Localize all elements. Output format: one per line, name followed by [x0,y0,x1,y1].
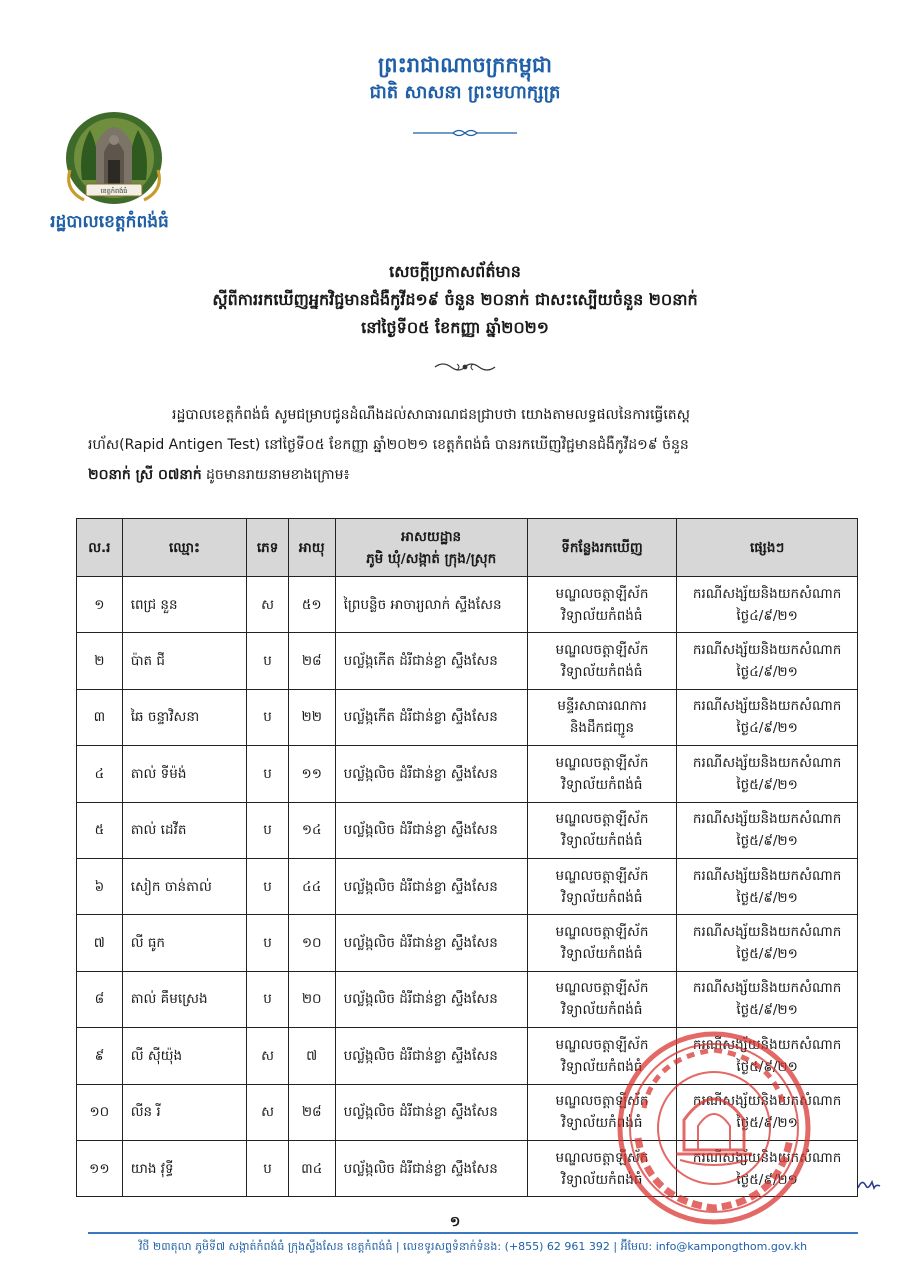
organization-name: រដ្ឋបាលខេត្តកំពង់ធំ [50,212,169,232]
cell-address: បល្ល័ង្កលិច ដំរីជាន់ខ្លា ស្ទឹងសែន [335,858,527,914]
cell-location-line1: មណ្ឌលចត្តាឡីស័ក [555,585,649,602]
cell-location [527,689,677,745]
cell-sex: ប [247,802,289,858]
cell-no: ១០ [77,1084,123,1140]
header-no: ល.រ [77,519,123,577]
official-seal-stamp [614,1028,814,1228]
cell-age: ១០ [288,915,335,971]
cell-sex: ប [247,633,289,689]
title-line-3: នៅថ្ងៃទី០៥ ខែកញ្ញា ឆ្នាំ២០២១ [361,318,549,337]
cell-age: ១៤ [288,802,335,858]
cell-sex: ស [247,1084,289,1140]
cell-no: ១ [77,577,123,633]
cell-location-line1: មណ្ឌលចត្តាឡីស័ក [555,754,649,771]
cell-address: បល្ល័ង្កលិច ដំរីជាន់ខ្លា ស្ទឹងសែន [335,1028,527,1084]
cell-no: ៤ [77,746,123,802]
cell-no: ៣ [77,689,123,745]
cell-other-line1: ករណីសង្ស័យនិងយកសំណាក [692,585,842,602]
cell-other [677,971,858,1027]
signature-mark [856,1174,882,1194]
table-row [77,858,858,914]
cell-address: បល្ល័ង្កលិច ដំរីជាន់ខ្លា ស្ទឹងសែន [335,915,527,971]
table-row [77,577,858,633]
cell-location-line2: វិទ្យាល័យកំពង់ធំ [561,776,643,793]
cell-name: តាល់ ទីម៉ង់ [122,746,247,802]
cell-no: ១១ [77,1140,123,1196]
cell-address: បល្ល័ង្កលិច ដំរីជាន់ខ្លា ស្ទឹងសែន [335,1084,527,1140]
kingdom-name: ព្រះរាជាណាចក្រកម្ពុជា [377,53,552,77]
cell-other-line1: ករណីសង្ស័យនិងយកសំណាក [692,1093,842,1110]
cell-location [527,915,677,971]
cell-no: ៩ [77,1028,123,1084]
cell-name: តាល់ ដេវីត [122,802,247,858]
header-address [335,519,527,577]
cell-no: ៨ [77,971,123,1027]
cell-age: ២៨ [288,1084,335,1140]
cell-address: ព្រៃបន្លិច អាចារ្យលាក់ ស្ទឹងសែន [335,577,527,633]
paragraph-line-3-rest: ដូចមានរាយនាមខាងក្រោម៖ [201,467,350,483]
cell-other [677,858,858,914]
cell-other-line1: ករណីសង្ស័យនិងយកសំណាក [692,867,842,884]
table-row [77,689,858,745]
header-age: អាយុ [288,519,335,577]
table-header-row [77,519,858,577]
cell-location-line1: មណ្ឌលចត្តាឡីស័ក [555,642,649,659]
table-row [77,802,858,858]
header-sex: ភេទ [247,519,289,577]
cell-address: បល្ល័ង្កលិច ដំរីជាន់ខ្លា ស្ទឹងសែន [335,746,527,802]
cell-other-line1: ករណីសង្ស័យនិងយកសំណាក [692,924,842,941]
header-divider-ornament [413,128,517,138]
cell-other-line1: ករណីសង្ស័យនិងយកសំណាក [692,698,842,715]
cell-name: ប៉ាត ជី [122,633,247,689]
cell-location-line2: វិទ្យាល័យកំពង់ធំ [561,1058,643,1075]
cell-name: សៀក ចាន់តាល់ [122,858,247,914]
cell-location-line2: វិទ្យាល័យកំពង់ធំ [561,664,643,681]
cell-location-line1: មន្ទីរសាធារណការ [557,698,647,715]
paragraph-line-3 [88,460,858,490]
table-row [77,746,858,802]
cell-location [527,633,677,689]
cell-location-line2: និងដឹកជញ្ជូន [569,720,635,737]
cell-age: ៧ [288,1028,335,1084]
cell-other [677,689,858,745]
cell-location-line2: វិទ្យាល័យកំពង់ធំ [561,889,643,906]
cell-other-line1: ករណីសង្ស័យនិងយកសំណាក [692,1036,842,1053]
cell-address: បល្ល័ង្កកើត ដំរីជាន់ខ្លា ស្ទឹងសែន [335,633,527,689]
cell-sex: ប [247,689,289,745]
cell-other [677,915,858,971]
cell-location [527,858,677,914]
cell-sex: ស [247,577,289,633]
cell-age: ១១ [288,746,335,802]
cell-address: បល្ល័ង្កលិច ដំរីជាន់ខ្លា ស្ទឹងសែន [335,802,527,858]
cell-age: ២៨ [288,633,335,689]
cell-location [527,802,677,858]
cell-age: ៤៤ [288,858,335,914]
cell-name: យាង វុទ្ធី [122,1140,247,1196]
title-divider-ornament [433,360,497,374]
header-location: ទីកន្លែងរកឃើញ [527,519,677,577]
cell-name: លីន រី [122,1084,247,1140]
cell-other-line2: ថ្ងៃ៥/៩/២១ [736,1002,798,1019]
table-row [77,971,858,1027]
page-number: ១ [449,1214,461,1230]
cell-other-line2: ថ្ងៃ៤/៩/២១ [736,720,798,737]
header-address-subtitle: ភូមិ ឃុំ/សង្កាត់ ក្រុង/ស្រុក [366,550,497,567]
cell-other-line2: ថ្ងៃ៥/៩/២១ [736,1171,798,1188]
cell-other [677,802,858,858]
cell-location-line1: មណ្ឌលចត្តាឡីស័ក [555,1093,649,1110]
cell-location-line1: មណ្ឌលចត្តាឡីស័ក [555,811,649,828]
header-other: ផ្សេងៗ [677,519,858,577]
cell-age: ២០ [288,971,335,1027]
cell-other [677,577,858,633]
cell-other-line2: ថ្ងៃ៥/៩/២១ [736,833,798,850]
cell-address: បល្ល័ង្កលិច ដំរីជាន់ខ្លា ស្ទឹងសែន [335,1140,527,1196]
cell-location-line1: មណ្ឌលចត្តាឡីស័ក [555,867,649,884]
cell-no: ៧ [77,915,123,971]
emblem-caption: ខេត្តកំពង់ធំ [100,187,128,195]
header-address-title: អាសយដ្ឋាន [401,528,462,545]
cell-location [527,971,677,1027]
cell-age: ៥១ [288,577,335,633]
cell-sex: ប [247,1140,289,1196]
cell-sex: ប [247,915,289,971]
cell-location [527,746,677,802]
cell-location-line2: វិទ្យាល័យកំពង់ធំ [561,1171,643,1188]
cell-other-line2: ថ្ងៃ៥/៩/២១ [736,776,798,793]
cell-name: ពេជ្រ នួន [122,577,247,633]
cell-address: បល្ល័ង្កលិច ដំរីជាន់ខ្លា ស្ទឹងសែន [335,971,527,1027]
paragraph-line-2: រហ័ស(Rapid Antigen Test) នៅថ្ងៃទី០៥ ខែកញ្ញា ឆ្នាំ២០២១ ខេត្តកំពង់ធំ បានរកឃើញវិជ្ជមានជំងឺកូវីដ១៩ ចំនួន [88,437,689,453]
cell-no: ៦ [77,858,123,914]
cell-other-line2: ថ្ងៃ៤/៩/២១ [736,607,798,624]
cell-location-line2: វិទ្យាល័យកំពង់ធំ [561,946,643,963]
cell-other [677,746,858,802]
cell-location-line2: វិទ្យាល័យកំពង់ធំ [561,1002,643,1019]
cell-location-line1: មណ្ឌលចត្តាឡីស័ក [555,1149,649,1166]
cell-name: លី ធូក [122,915,247,971]
cell-sex: ស [247,1028,289,1084]
paragraph-line-1: រដ្ឋបាលខេត្តកំពង់ធំ សូមជម្រាបជូនដំណឹងដល់សាធារណជនជ្រាបថា យោងតាមលទ្ធផលនៃការធ្វើតេស្ត [172,407,690,423]
provincial-emblem-logo [60,100,168,208]
cell-name: ឆៃ ចន្ទាវិសនា [122,689,247,745]
cell-location [527,577,677,633]
cell-location-line2: វិទ្យាល័យកំពង់ធំ [561,1115,643,1132]
cell-other-line2: ថ្ងៃ៥/៩/២១ [736,1115,798,1132]
cell-location-line2: វិទ្យាល័យកំពង់ធំ [561,833,643,850]
announcement-paragraph [88,400,858,490]
footer-divider [88,1232,858,1234]
cell-sex: ប [247,858,289,914]
table-row [77,633,858,689]
cell-name: តាល់ គឹមស្រេង [122,971,247,1027]
cell-location-line1: មណ្ឌលចត្តាឡីស័ក [555,924,649,941]
table-row [77,915,858,971]
cell-sex: ប [247,971,289,1027]
cell-other-line2: ថ្ងៃ៥/៩/២១ [736,946,798,963]
kingdom-header [330,50,600,106]
header-name: ឈ្មោះ [122,519,247,577]
cell-other-line1: ករណីសង្ស័យនិងយកសំណាក [692,642,842,659]
cell-location-line2: វិទ្យាល័យកំពង់ធំ [561,607,643,624]
footer-contact-info: វិថី ២៣តុលា ភូមិទី៧ សង្កាត់កំពង់ធំ ក្រុងស្ទឹងសែន ខេត្តកំពង់ធំ | លេខទូរសព្ទទំនាក់ទំនង: (+855) 62 961 392 | អ៊ីមែល: info@kampongthom.gov.kh [138,1240,808,1253]
cell-age: ២២ [288,689,335,745]
cell-age: ៣៤ [288,1140,335,1196]
cell-no: ២ [77,633,123,689]
national-motto: ជាតិ សាសនា ព្រះមហាក្សត្រ [369,82,561,103]
cell-other [677,633,858,689]
title-line-2: ស្តីពីការរកឃើញអ្នកវិជ្ជមានជំងឺកូវីដ១៩ ចំនួន ២០នាក់ ជាសះស្បើយចំនួន ២០នាក់ [212,290,698,309]
cell-other-line2: ថ្ងៃ៥/៩/២១ [736,889,798,906]
cell-other-line1: ករណីសង្ស័យនិងយកសំណាក [692,811,842,828]
cell-other-line1: ករណីសង្ស័យនិងយកសំណាក [692,1149,842,1166]
case-count-emphasis: ២០នាក់ ស្រី ០៧នាក់ [88,467,202,483]
cell-other-line2: ថ្ងៃ៤/៩/២១ [736,664,798,681]
cell-location-line1: មណ្ឌលចត្តាឡីស័ក [555,1036,649,1053]
cell-other-line1: ករណីសង្ស័យនិងយកសំណាក [692,754,842,771]
cell-address: បល្ល័ង្កកើត ដំរីជាន់ខ្លា ស្ទឹងសែន [335,689,527,745]
title-line-1: សេចក្តីប្រកាសព័ត៌មាន [389,262,521,281]
cell-other-line2: ថ្ងៃ៥/៩/២១ [736,1058,798,1075]
cell-sex: ប [247,746,289,802]
cell-other-line1: ករណីសង្ស័យនិងយកសំណាក [692,980,842,997]
document-title [0,258,910,342]
cell-location-line1: មណ្ឌលចត្តាឡីស័ក [555,980,649,997]
cell-name: លី ស៊ីយ៉ុង [122,1028,247,1084]
cell-no: ៥ [77,802,123,858]
